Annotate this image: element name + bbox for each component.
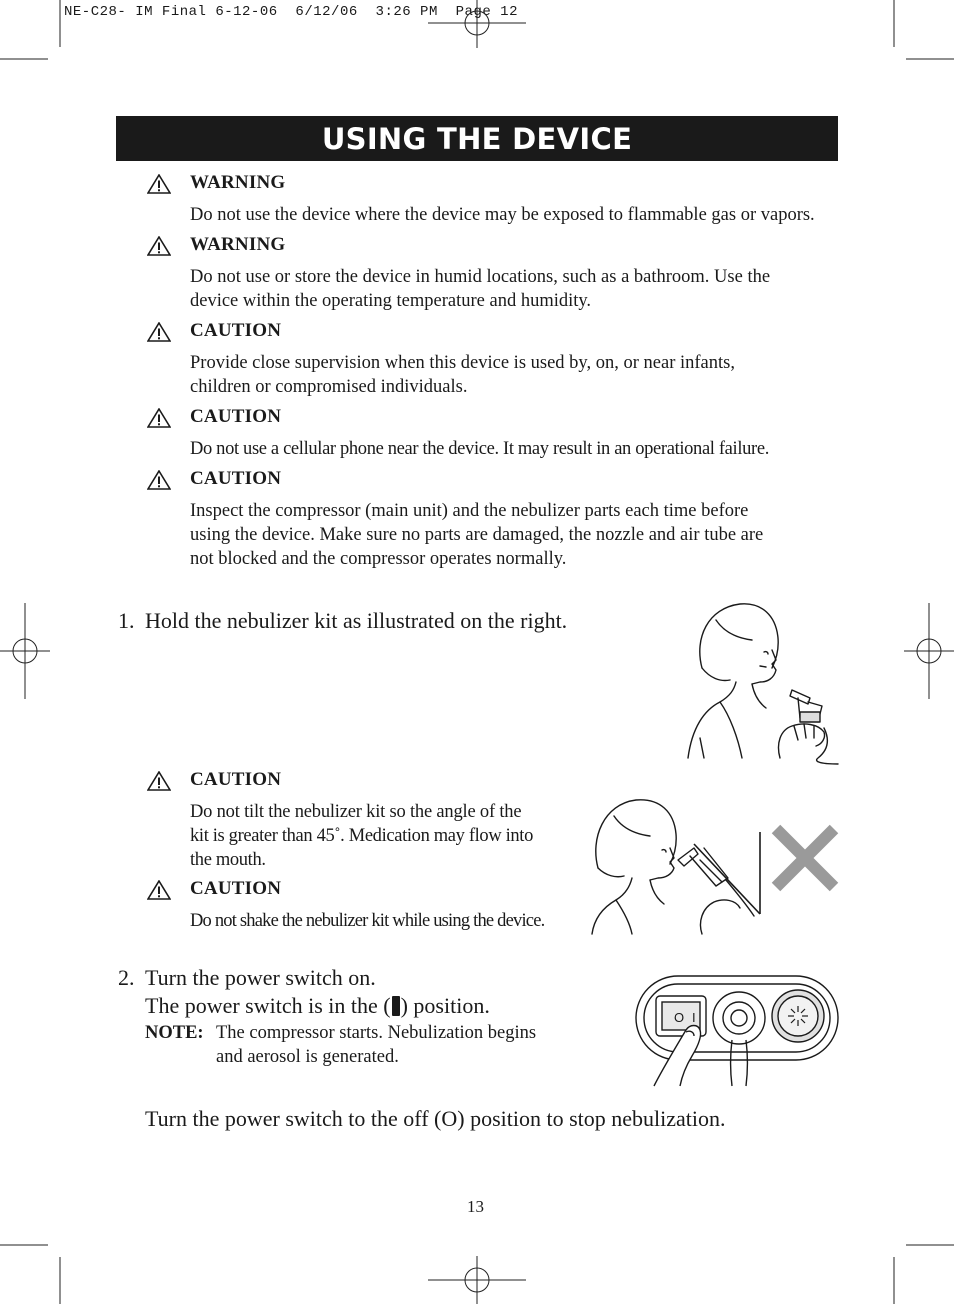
- notice-text-line: children or compromised individuals.: [190, 377, 468, 397]
- step-text-part: ) position.: [400, 993, 490, 1018]
- person-holding-nebulizer-illustration: [680, 598, 840, 766]
- step-text: Turn the power switch on.: [145, 965, 376, 990]
- step-text: [145, 992, 490, 1020]
- cross-mark-icon: [770, 823, 840, 893]
- section-banner: USING THE DEVICE: [116, 116, 838, 161]
- notice-text-line: Do not use or store the device in humid locations, such as a bathroom. Use the: [190, 267, 771, 287]
- notice-text-line: kit is greater than 45˚. Medication may flow into: [190, 826, 533, 846]
- notice-heading: CAUTION: [190, 406, 282, 427]
- warning-triangle-icon: [147, 880, 171, 900]
- notice-text-line: device within the operating temperature and humidity.: [190, 291, 592, 311]
- warning-triangle-icon: [147, 322, 171, 342]
- page-number: 13: [467, 1197, 484, 1216]
- switch-on-symbol: I: [692, 1010, 696, 1025]
- notice-text-line: Do not tilt the nebulizer kit so the angle of the: [190, 802, 522, 822]
- notice-text: Do not use a cellular phone near the device. It may result in an operational failure.: [190, 439, 769, 459]
- switch-off-symbol: O: [674, 1010, 685, 1025]
- notice-heading: CAUTION: [190, 878, 282, 899]
- notice-heading: CAUTION: [190, 468, 282, 489]
- notice-text-line: Provide close supervision when this device is used by, on, or near infants,: [190, 353, 735, 373]
- notice-text-line: not blocked and the compressor operates normally.: [190, 549, 567, 569]
- note-text-line: The compressor starts. Nebulization begins: [216, 1023, 537, 1043]
- notice-heading: CAUTION: [190, 320, 282, 341]
- warning-triangle-icon: [147, 771, 171, 791]
- notice-heading: WARNING: [190, 172, 286, 193]
- note-label: NOTE:: [145, 1023, 204, 1043]
- notice-text-line: the mouth.: [190, 850, 266, 870]
- notice-heading: WARNING: [190, 234, 286, 255]
- notice-heading: CAUTION: [190, 769, 282, 790]
- registration-mark-icon: [428, 0, 526, 48]
- notice-text-line: using the device. Make sure no parts are damaged, the nozzle and air tube are: [190, 525, 764, 545]
- step-number: 2.: [118, 965, 135, 990]
- notice-text: Do not use the device where the device may be exposed to flammable gas or vapors.: [190, 205, 815, 225]
- step-text: Hold the nebulizer kit as illustrated on the right.: [145, 608, 568, 633]
- off-instruction: Turn the power switch to the off (O) position to stop nebulization.: [145, 1106, 726, 1131]
- step-number: 1.: [118, 608, 135, 633]
- step-text-part: The power switch is in the (: [145, 993, 391, 1018]
- power-on-symbol-icon: [392, 996, 400, 1016]
- printer-slug: NE-C28- IM Final 6-12-06 6/12/06 3:26 PM Page 12: [64, 4, 518, 20]
- warning-triangle-icon: [147, 236, 171, 256]
- notice-text-line: Inspect the compressor (main unit) and the nebulizer parts each time before: [190, 501, 749, 521]
- warning-triangle-icon: [147, 470, 171, 490]
- warning-triangle-icon: [147, 408, 171, 428]
- registration-mark-icon: [428, 1256, 526, 1304]
- note-text-line: and aerosol is generated.: [216, 1047, 399, 1067]
- registration-mark-icon: [904, 603, 954, 699]
- warning-triangle-icon: [147, 174, 171, 194]
- registration-mark-icon: [0, 603, 50, 699]
- power-switch-illustration: [634, 970, 840, 1088]
- notice-text: Do not shake the nebulizer kit while using the device.: [190, 911, 545, 931]
